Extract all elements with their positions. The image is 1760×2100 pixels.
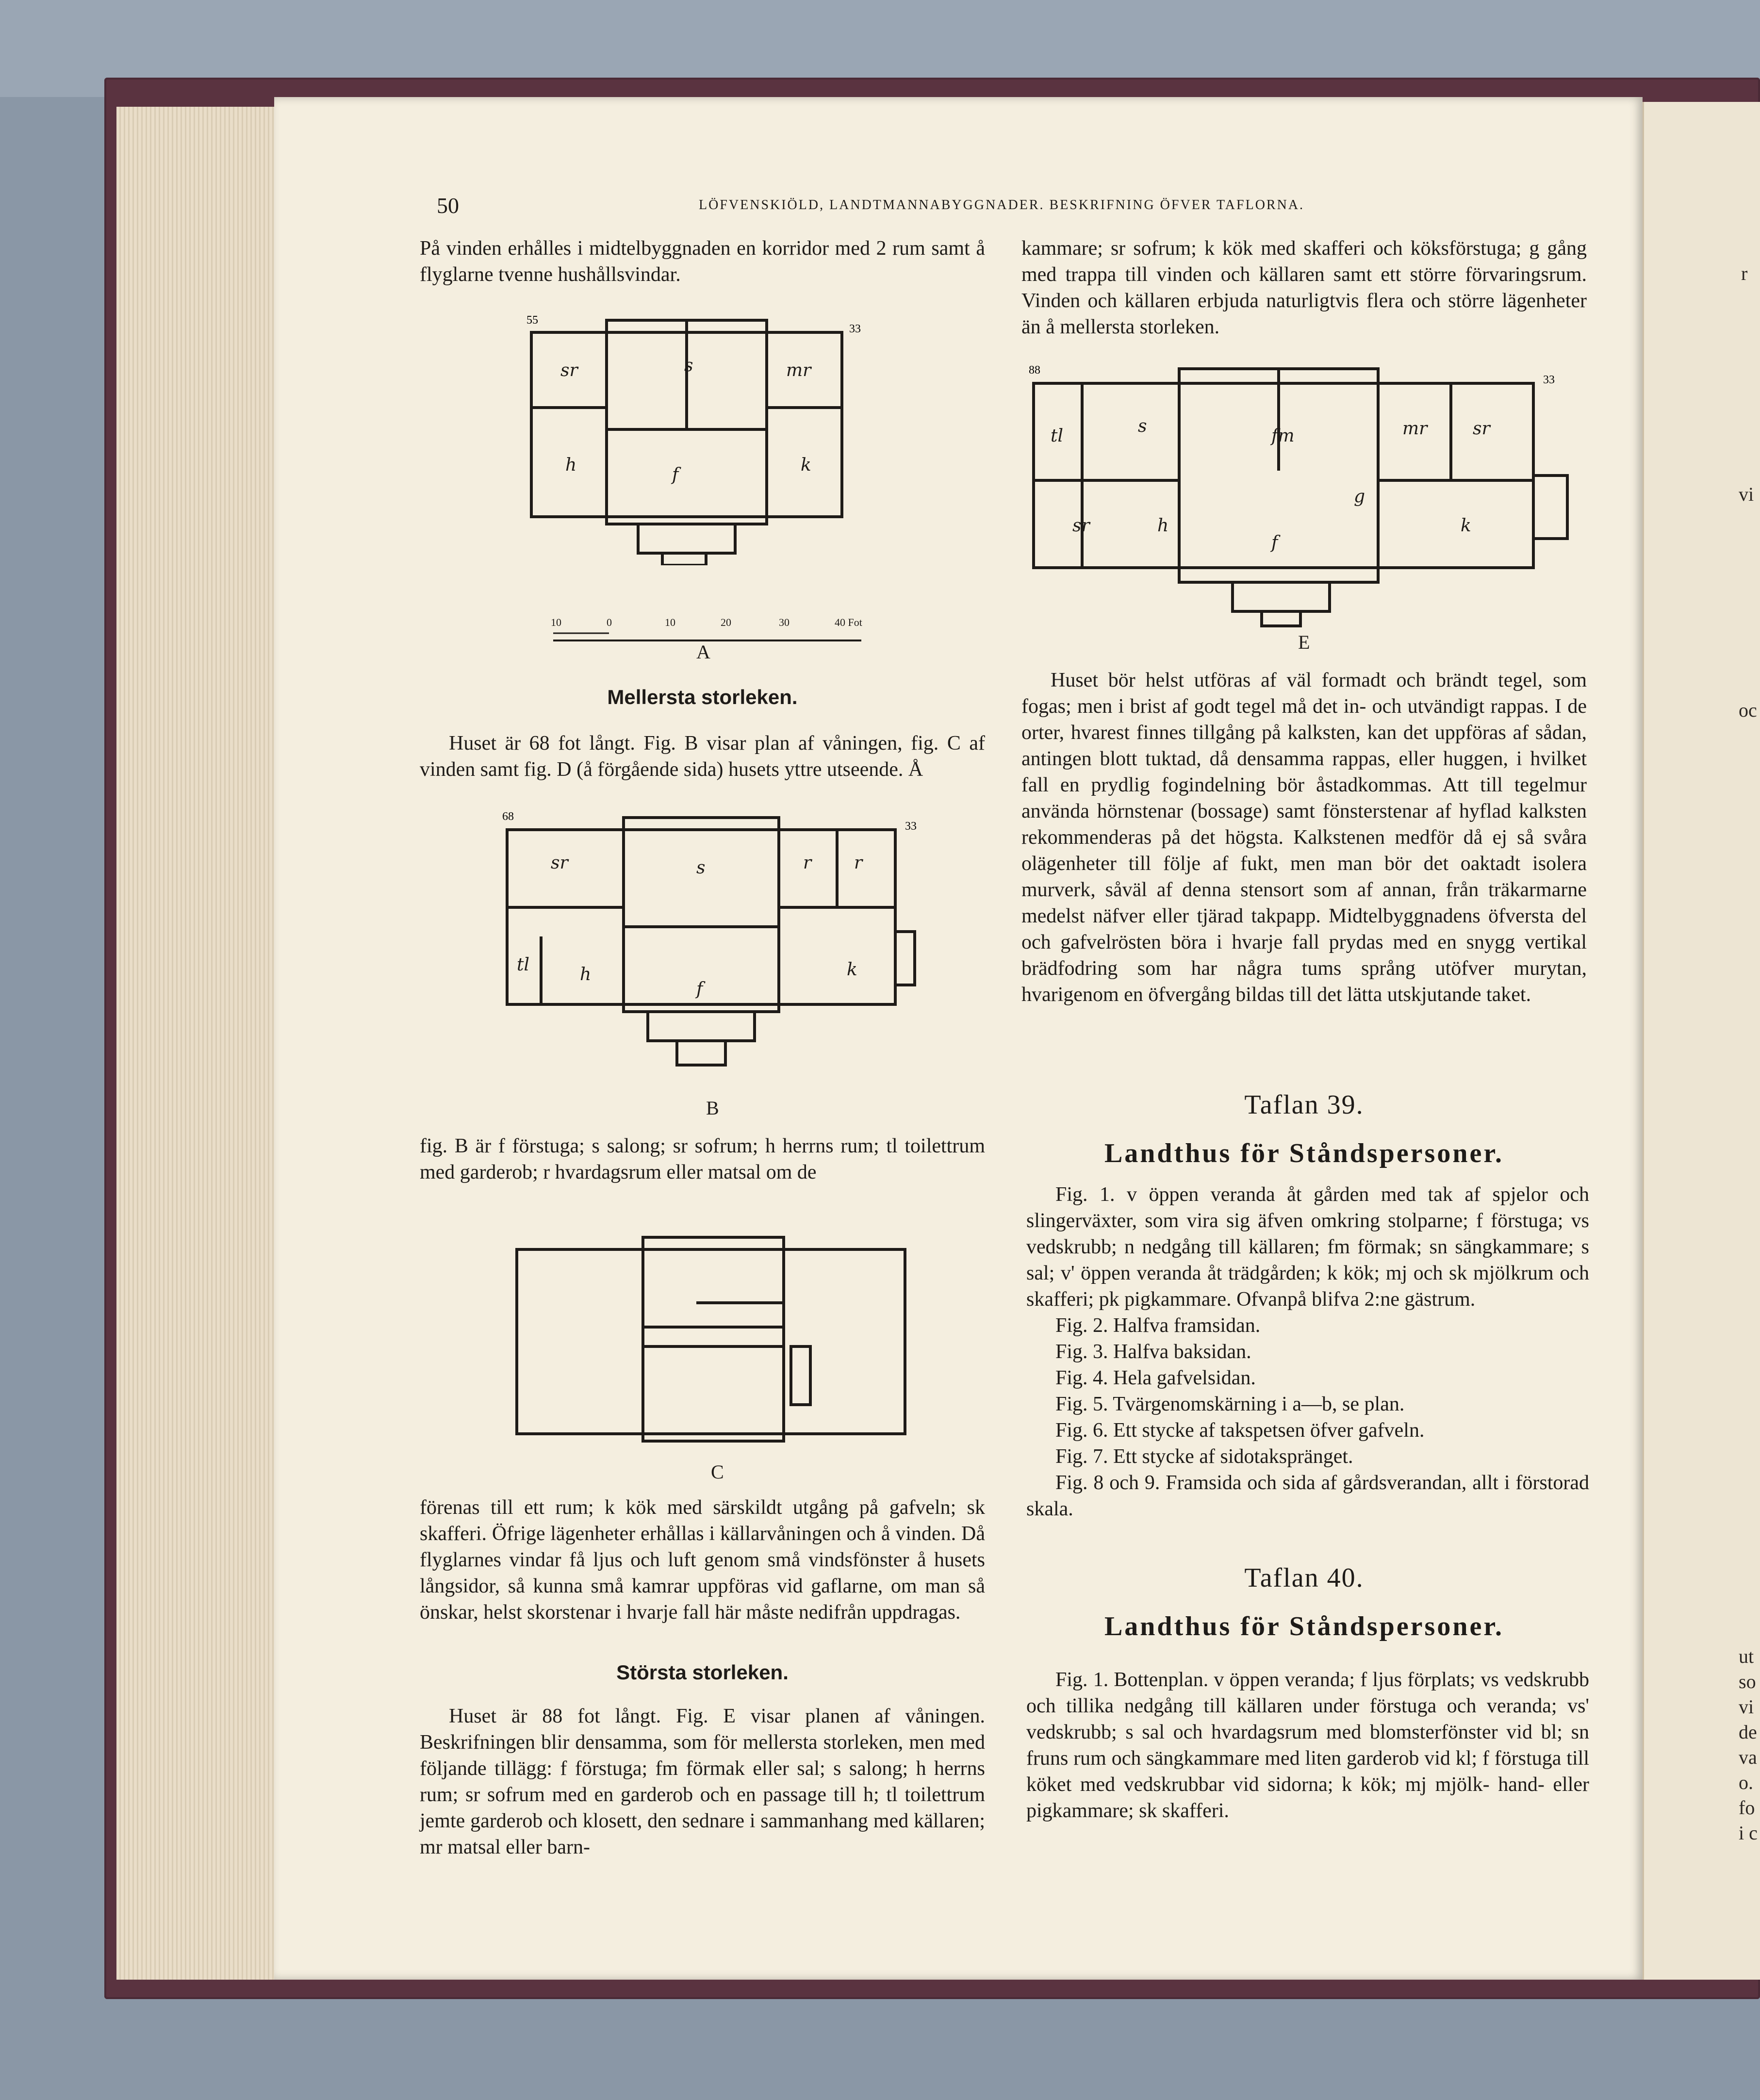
room-label: k [801,455,811,475]
room-label: h [580,965,592,984]
fig-line: Fig. 7. Ett stycke af sidotakspränget. [1055,1445,1353,1468]
figure-label: C [711,1461,724,1483]
title-taflan-40: Landthus för Ståndspersoner. [1104,1611,1504,1641]
dimension-label: 88 [1029,364,1040,377]
dimension-label: 55 [526,314,538,327]
floor-plan-c [512,1230,915,1458]
title-taflan-39: Landthus för Ståndspersoner. [1104,1138,1504,1168]
fragment: ut [1739,1645,1754,1667]
page-edges [116,107,291,1980]
scale-tick: 40 Fot [835,616,862,628]
room-label: f [1271,533,1278,553]
scale-bar [551,611,871,650]
room-label: mr [1402,419,1428,439]
room-label: f [696,979,703,999]
scale-tick: 30 [779,616,790,628]
figure-label: A [696,641,710,663]
fig-c-text: förenas till ett rum; k kök med särskildt utgång på gafveln; sk skafferi. Öfrige lägenheter erhållas i källarvåningen och å vinden. Då flyglarnes vindar få ljus och luft genom små vindsfönster å husets långsidor, så kunna små kamrar uppföras vid gaflarne, om man så önskar, helst skorstenar i hvarje fall här måste nedifrån uppdragas. [420,1496,985,1624]
fig-line: Fig. 3. Halfva baksidan. [1055,1341,1251,1363]
figure-label: E [1298,631,1310,653]
room-label: fm [1271,426,1295,446]
heading-taflan-39: Taflan 39. [1244,1090,1364,1120]
room-label: g [1354,487,1365,507]
fig-line: Fig. 2. Halfva framsidan. [1055,1314,1261,1337]
room-label: r [854,853,863,873]
fragment: va [1739,1746,1757,1768]
fig-line: Fig. 4. Hela gafvelsidan. [1055,1367,1256,1389]
scale-tick: 0 [607,616,612,628]
fig-b-text: fig. B är f förstuga; s salong; sr sofrum; h herrns rum; tl toilettrum med garderob; r hvardagsrum eller matsal om de [420,1135,985,1183]
heading-taflan-40: Taflan 40. [1244,1563,1364,1593]
room-label: sr [1072,516,1090,536]
scale-tick: 10 [551,616,561,628]
book-page [274,97,1643,1980]
room-label: h [565,455,577,475]
room-label: s [696,858,706,878]
room-label: s [684,356,693,376]
storsta-text: Huset är 88 fot långt. Fig. E visar planen af våningen. Beskrifningen blir densamma, som för mellersta storleken, men med följande tillägg: f förstuga; fm förmak eller sal; s salong; h herrns rum; sr sofrum med en garderob och en passage till h; tl toilettrum jemte garderob och klosett, den sednare i sammanhang med källaren; mr matsal eller barn- [420,1705,985,1858]
room-label: h [1157,516,1169,536]
scale-tick: 20 [721,616,731,628]
room-label: tl [517,955,529,975]
taflan40-description: Fig. 1. Bottenplan. v öppen veranda; f ljus förplats; vs vedskrubb och tillika nedgång till källaren under förstuga och veranda; vs' vedskrubb; s sal och hvardagsrum med blomsterfönster vid bl; sn fruns rum och sängkammare med liten garderob vid kl; f förstuga till köket med vedskrubbar vid sidorna; k kök; mj mjölk- hand- eller pigkammare; sk skafferi. [1026,1669,1589,1822]
fragment: i c [1739,1822,1758,1844]
room-label: sr [1473,419,1490,439]
fragment: so [1739,1671,1756,1692]
mellersta-text: Huset är 68 fot långt. Fig. B visar plan af våningen, fig. C af vinden samt fig. D (å förgående sida) husets yttre utseende. Å [420,732,985,781]
room-label: k [847,960,857,980]
dimension-label: 33 [905,820,917,833]
heading-storsta: Största storleken. [616,1661,789,1684]
heading-mellersta: Mellersta storleken. [607,686,798,708]
dimension-label: 68 [502,810,514,823]
taflan39-descriptions: Fig. 1. v öppen veranda åt gården med tak af spjelor och slingerväxter, som vira sig äfven omkring stolparne; f förstuga; vs vedskrubb; n nedgång till källaren; fm förmak; sn sängkammare; s sal; v' öppen veranda åt trädgården; k kök; mj och sk mjölkrum och skafferi; pk pigkammare. Ofvanpå blifva 2:ne gästrum. Fig. 2. Halfva framsidan. Fig. 3. Halfva baksidan. Fig. 4. Hela gafvelsidan. Fig. 5. Tvärgenomskärning i a—b, se plan. Fig. 6. Ett stycke af takspetsen öfver gafveln. Fig. 7. Ett stycke af sidotakspränget. Fig. 8 och 9. Framsida och sida af gårdsverandan, allt i förstorad skala. [1026,1183,1589,1520]
right-intro: kammare; sr sofrum; k kök med skafferi och köksförstuga; g gång med trappa till vinden och källaren samt ett större förvaringsrum. Vinden och källaren erbjuda naturligtvis flera och större lägenheter än å mellersta storleken. [1021,237,1587,338]
fragment: r [1741,262,1748,284]
floor-plan-e [1029,359,1582,631]
room-label: sr [551,853,568,873]
building-text: Huset bör helst utföras af väl formadt och brändt tegel, som fogas; men i brist af godt tegel må det in- och utvändigt rappas. I de orter, hvarest finnes tillgång på kalksten, kan det uppföras af sådan, antingen blott tuktad, då densamma rappas, eller huggen, i hvilket fall en prydlig fogindelning bör åstadkommas. Att till tegelmur använda hörnstenar (bossage) samt fönsterstenar af hyflad kalksten rekommenderas på det högsta. Kalkstenen medför då ej så svåra olägenheter till följe af fukt, men man bör det oaktadt isolera murverk, såväl af denna stensort som af annan, från träkarmarne medelst näfver eller tjärad takpapp. Midtelbyggnadens öfversta del och gafvelrösten böra i hvarje fall prydas med en snygg vertikal brädfodring som har några tums språng utöfver murytan, hvarigenom en öfvergång bildas till det lätta utskjutande taket. [1021,669,1587,1006]
room-label: mr [786,361,811,380]
next-page-edge [1643,102,1760,1980]
fragment: o. [1739,1772,1753,1793]
running-head: LÖFVENSKIÖLD, LANDTMANNABYGGNADER. BESKRIFNING ÖFVER TAFLORNA. [699,197,1305,213]
room-label: tl [1051,426,1063,446]
scale-tick: 10 [665,616,675,628]
room-label: r [803,853,812,873]
floor-plan-b [497,810,934,1082]
fragment: vi [1739,1696,1754,1718]
dimension-label: 33 [849,323,861,335]
dimension-label: 33 [1543,374,1555,386]
room-label: k [1461,516,1471,536]
floor-plan-a [526,313,876,565]
fig-line: Fig. 6. Ett stycke af takspetsen öfver gafveln. [1055,1419,1425,1442]
fragment: fo [1739,1797,1755,1819]
room-label: sr [560,361,578,380]
fragment: vi [1739,483,1754,505]
fragment: oc [1739,699,1757,721]
fragment: de [1739,1721,1757,1743]
page-number: 50 [437,193,459,218]
room-label: f [672,465,679,485]
figure-label: B [706,1097,719,1119]
left-intro: På vinden erhålles i midtelbyggnaden en korridor med 2 rum samt å flyglarne tvenne hushållsvindar. [420,237,985,286]
fig-line: Fig. 5. Tvärgenomskärning i a—b, se plan. [1055,1393,1405,1415]
room-label: s [1138,416,1147,436]
